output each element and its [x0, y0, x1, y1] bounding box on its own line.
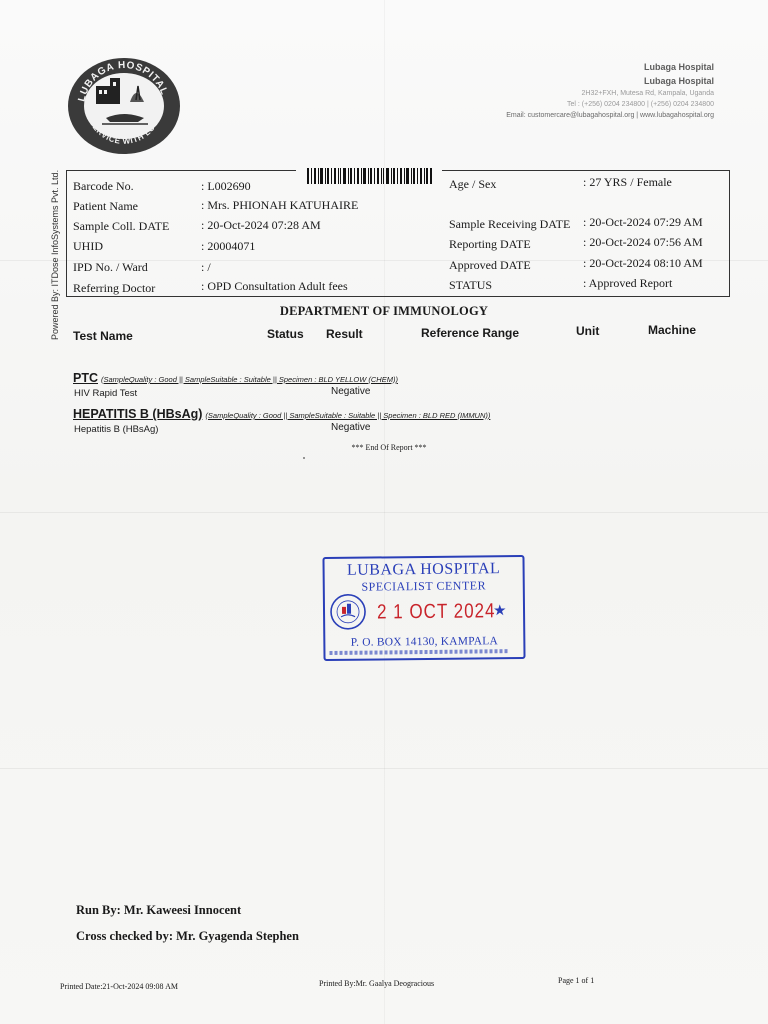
stamp-seal-icon: [329, 593, 367, 631]
value-referring-doctor: : OPD Consultation Adult fees: [201, 279, 348, 293]
label-referring-doctor: Referring Doctor: [73, 281, 156, 295]
hospital-name-secondary: Lubaga Hospital: [643, 76, 714, 86]
star-icon: ★: [492, 603, 507, 620]
test-group-title: PTC: [73, 371, 98, 385]
test-name-hepatitis-b: Hepatitis B (HBsAg): [74, 424, 159, 435]
hospital-logo: [66, 56, 182, 156]
test-group-meta: (SampleQuality : Good || SampleSuitable : Suitable || Specimen : BLD RED (IMMUN)): [205, 411, 491, 420]
test-result-hiv: Negative: [331, 386, 371, 397]
svg-text:SERVICE WITH LOVE: SERVICE WITH LOVE: [87, 113, 163, 147]
value-approved-date: : 20-Oct-2024 08:10 AM: [583, 256, 703, 270]
stamp-hospital-name: LUBAGA HOSPITAL: [346, 560, 501, 579]
test-result-hepatitis-b: Negative: [331, 422, 371, 433]
value-age-sex: : 27 YRS / Female: [583, 175, 672, 189]
patient-info-box: [66, 170, 730, 297]
test-group-hepatitis-b: [73, 405, 490, 423]
hospital-email-web: Email: customercare@lubagahospital.org | www.lubagahospital.org: [506, 112, 714, 119]
label-age-sex: Age / Sex: [449, 177, 497, 191]
value-recv-date: : 20-Oct-2024 07:29 AM: [583, 215, 703, 229]
value-coll-date: : 20-Oct-2024 07:28 AM: [201, 218, 321, 232]
col-machine: Machine: [648, 323, 697, 337]
end-of-report: *** End Of Report ***: [351, 443, 427, 452]
test-group-title: HEPATITIS B (HBsAg): [73, 407, 203, 421]
hospital-phone: Tel : (+256) 0204 234800 | (+256) 0204 234800: [567, 101, 714, 108]
value-barcode: : L002690: [201, 179, 251, 193]
label-recv-date: Sample Receiving DATE: [449, 217, 571, 231]
printed-by: Printed By:Mr. Gaalya Deogracious: [319, 979, 435, 988]
col-status: Status: [267, 327, 304, 341]
hospital-name: Lubaga Hospital: [643, 62, 714, 72]
col-test-name: Test Name: [73, 329, 133, 343]
powered-by-text: Powered By: ITDose InfoSystems Pvt. Ltd.: [50, 169, 60, 340]
test-name-hiv: HIV Rapid Test: [74, 388, 138, 399]
stamp-center-name: SPECIALIST CENTER: [361, 578, 487, 594]
printed-date: Printed Date:21-Oct-2024 09:08 AM: [60, 982, 178, 991]
col-unit: Unit: [576, 324, 600, 338]
svg-text:LUBAGA HOSPITAL: LUBAGA HOSPITAL: [76, 59, 170, 103]
page-number: Page 1 of 1: [558, 976, 595, 985]
label-barcode: Barcode No.: [73, 179, 134, 193]
label-reporting-date: Reporting DATE: [449, 237, 531, 251]
col-reference-range: Reference Range: [421, 326, 520, 340]
test-group-ptc: [73, 369, 398, 387]
department-title: DEPARTMENT OF IMMUNOLOGY: [279, 304, 489, 318]
label-status: STATUS: [449, 278, 493, 292]
run-by: Run By: Mr. Kaweesi Innocent: [76, 903, 242, 917]
label-ipd-ward: IPD No. / Ward: [73, 260, 148, 274]
value-status: : Approved Report: [583, 276, 673, 290]
value-ipd-ward: : /: [201, 260, 211, 274]
col-result: Result: [326, 327, 363, 341]
label-coll-date: Sample Coll. DATE: [73, 219, 170, 233]
hospital-stamp: [322, 555, 525, 661]
stamp-date: 2 1 OCT 2024: [376, 599, 496, 624]
stamp-address: P. O. BOX 14130, KAMPALA: [350, 635, 499, 649]
value-reporting-date: : 20-Oct-2024 07:56 AM: [583, 235, 703, 249]
label-approved-date: Approved DATE: [449, 258, 531, 272]
value-uhid: : 20004071: [201, 239, 256, 253]
label-uhid: UHID: [73, 239, 103, 253]
cross-checked-by: Cross checked by: Mr. Gyagenda Stephen: [76, 929, 299, 943]
hospital-address: 2H32+FXH, Mutesa Rd, Kampala, Uganda: [581, 90, 714, 97]
value-patient-name: : Mrs. PHIONAH KATUHAIRE: [201, 198, 359, 212]
test-group-meta: (SampleQuality : Good || SampleSuitable : Suitable || Specimen : BLD YELLOW (CHEM)): [101, 375, 398, 384]
hospital-header: [506, 60, 714, 122]
label-patient-name: Patient Name: [73, 199, 138, 213]
barcode-image: [307, 168, 433, 184]
